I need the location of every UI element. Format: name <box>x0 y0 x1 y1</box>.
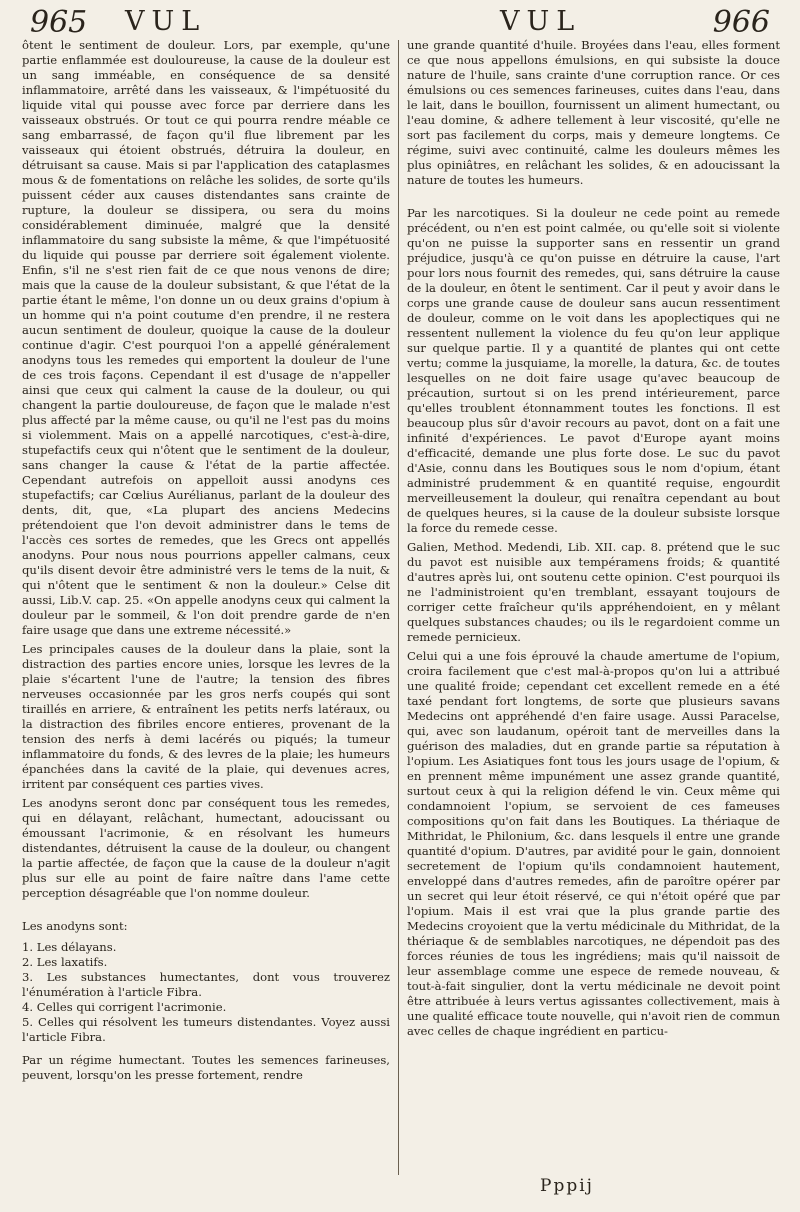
list-item: 4. Celles qui corrigent l'acrimonie. <box>22 1000 227 1014</box>
left-column <box>22 38 390 1087</box>
right-page-number: 966 <box>712 5 770 40</box>
anodyns-list-title: Les anodyns sont: <box>22 919 128 933</box>
list-item: 2. Les laxatifs. <box>22 955 108 969</box>
left-paragraph-4: Par un régime humectant. Toutes les semences farineuses, peuvent, lorsqu'on les presse fortement, rendre <box>22 1053 390 1082</box>
signature-mark: Pppij <box>540 1176 594 1196</box>
list-item: 5. Celles qui résolvent les tumeurs distendantes. Voyez aussi l'article Fibra. <box>22 1015 390 1044</box>
left-paragraph-2: Les principales causes de la douleur dans la plaie, sont la distraction des parties encore unies, lorsque les levres de la plaie s'écartent l'une de l'autre; la tension des fibres nerveuses occasionnée par les gros nerfs coupés qui sont tiraillés en arriere, & entraînent les petits nerfs latéraux, ou la distraction des fibriles encore entieres, provenant de la tension des nerfs à demi lacérés ou piqués; la tumeur inflammatoire du fonds, & des levres de la plaie; les humeurs épanchées dans la cavité de la plaie, qui devenues acres, irritent par conséquent ces parties vives. <box>22 642 390 791</box>
right-paragraph-3: Galien, Method. Medendi, Lib. XII. cap. 8. prétend que le suc du pavot est nuisible aux tempéramens froids; & quantité d'autres après lui, ont soutenu cette opinion. C'est pourquoi ils ne l'administroient qu'en tremblant, essayant toujours de corriger cette fraîcheur qu'ils appréhendoient, en y mêlant quelques substances chaudes; ou ils le regardoient comme un remede pernicieux. <box>407 540 780 644</box>
right-paragraph-2: Par les narcotiques. Si la douleur ne cede point au remede précédent, ou n'en est point calmée, ou qu'elle soit si violente qu'on ne puisse la supporter sans en ressentir un grand préjudice, jusqu'à ce qu'on puisse en détruire la cause, l'art pour lors nous fournit des remedes, qui, sans détruire la cause de la douleur, en ôtent le sentiment. Car il peut y avoir dans le corps une grande cause de douleur sans aucun ressentiment de douleur, comme on le voit dans les apoplectiques qui ne ressentent nullement la violence du feu qu'on leur applique sur quelque partie. Il y a quantité de plantes qui ont cette vertu; comme la jusquiame, la morelle, la datura, &c. de toutes lesquelles on ne doit faire usage qu'avec beaucoup de précaution, surtout si on les prend intérieurement, parce qu'elles troublent étonnamment toutes les fonctions. Il est beaucoup plus sûr d'avoir recours au pavot, dont on a fait une infinité d'expériences. Le pavot d'Europe ayant moins d'efficacité, demande une plus forte dose. Le suc du pavot d'Asie, connu dans les Boutiques sous le nom d'opium, étant administré prudemment & en quantité requise, engourdit merveilleusement la douleur, qui renaîtra cependant au bout de quelques heures, si la cause de la douleur subsiste lorsque la force du remede cesse. <box>407 206 780 535</box>
left-paragraph-1: ôtent le sentiment de douleur. Lors, par exemple, qu'une partie enflammée est douloureuse, la cause de la douleur est un sang imméable, en conséquence de sa densité inflammatoire, arrêté dans les vaisseaux, & l'impétuosité du liquide vital qui pousse avec force par derriere dans les vaisseaux obstrués. Or tout ce qui pourra rendre méable ce sang embarrassé, de façon qu'il flue librement par les vaisseaux qui étoient obstrués, détruira la douleur, en détruisant sa cause. Mais si par l'application des cataplasmes mous & de fomentations on relâche les solides, de sorte qu'ils puissent céder aux causes distendantes sans crainte de rupture, la douleur se dissipera, ou sera du moins considérablement diminuée, malgré que la densité inflammatoire du sang subsiste la même, & que l'impétuosité du liquide qui pousse par derriere soit également violente. Enfin, s'il ne s'est rien fait de ce que nous venons de dire; mais que la cause de la douleur subsistant, & que l'état de la partie étant le même, l'on donne un ou deux grains d'opium à un homme qui n'a point coutume d'en prendre, il ne restera aucun sentiment de douleur, quoique la cause de la douleur continue d'agir. C'est pourquoi l'on a appellé généralement anodyns tous les remedes qui emportent la douleur de l'une de ces trois façons. Cependant il est d'usage de n'appeller ainsi que ceux qui calment la cause de la douleur, ou qui changent la partie douloureuse, de façon que le malade n'est plus affecté par la même cause, ou qu'il ne l'est pas du moins si violemment. Mais on a appellé narcotiques, c'est-à-dire, stupefactifs ceux qui n'ôtent que le sentiment de la douleur, sans changer la cause & l'état de la partie affectée. Cependant autrefois on appelloit aussi anodyns ces stupefactifs; car Cœlius Aurélianus, parlant de la douleur des dents, dit, que, «La plupart des anciens Medecins prétendoient que l'on devoit administrer dans le tems de l'accès ces sortes de remedes, que les Grecs ont appellés anodyns. Pour nous nous pourrions appeller calmans, ceux qu'ils disent devoir être administré vers le tems de la nuit, & qui n'ôtent que le sentiment & non la douleur.» Celse dit aussi, Lib.V. cap. 25. «On appelle anodyns ceux qui calment la douleur par le sommeil, & l'on doit prendre garde de n'en faire usage que dans une extreme nécessité.» <box>22 38 390 637</box>
left-paragraph-3: Les anodyns seront donc par conséquent tous les remedes, qui en délayant, relâchant, humectant, adoucissant ou émoussant l'acrimonie, & en résolvant les humeurs distendantes, détruisent la cause de la douleur, ou changent la partie affectée, de façon que la cause de la douleur n'agit plus sur elle au point de faire naître dans l'ame cette perception désagréable que l'on nomme douleur. <box>22 796 390 900</box>
column-divider <box>398 40 399 1175</box>
right-column <box>407 38 780 1043</box>
list-item: 3. Les substances humectantes, dont vous trouverez l'énumération à l'article Fibra. <box>22 970 390 999</box>
anodyns-list <box>22 940 390 1045</box>
right-running-head: VUL <box>500 6 582 37</box>
right-paragraph-1: une grande quantité d'huile. Broyées dans l'eau, elles forment ce que nous appellons émulsions, en qui subsiste la douce nature de l'huile, sans crainte d'une corruption rance. Or ces émulsions ou ces semences farineuses, cuites dans l'eau, dans le lait, dans le bouillon, fournissent un aliment humectant, ou l'eau domine, & adhere tellement à leur viscosité, qu'elle ne sort pas facilement du corps, mais y demeure longtems. Ce régime, suivi avec continuité, calme les douleurs mêmes les plus opiniâtres, en relâchant les solides, & en adoucissant la nature de toutes les humeurs. <box>407 38 780 187</box>
left-running-head: VUL <box>125 6 207 37</box>
right-paragraph-4: Celui qui a une fois éprouvé la chaude amertume de l'opium, croira facilement que c'est mal-à-propos qu'on lui a attribué une qualité froide; cependant cet excellent remede en a été taxé pendant fort longtems, de sorte que plusieurs savans Medecins ont appréhendé d'en faire usage. Aussi Paracelse, qui, avec son laudanum, opéroit tant de merveilles dans la guérison des maladies, dut en grande partie sa réputation à l'opium. Les Asiatiques font tous les jours usage de l'opium, & en prennent même impunément une assez grande quantité, surtout ceux à qui la religion défend le vin. Ceux même qui condamnoient l'opium, se servoient de ces fameuses compositions qu'on fait dans les Boutiques. La thériaque de Mithridat, le Philonium, &c. dans lesquels il entre une grande quantité d'opium. D'autres, par avidité pour le gain, donnoient secretement de l'opium qu'ils condamnoient hautement, enveloppé dans d'autres remedes, afin de paroître opérer par un secret qui leur étoit réservé, ce qui n'étoit opéré que par l'opium. Mais il est vrai que la plus grande partie des Medecins croyoient que la vertu médicinale du Mithridat, de la thériaque & de semblables narcotiques, ne dépendoit pas des forces réunies de tous les ingrédiens; mais qu'il naissoit de leur assemblage comme une espece de remede nouveau, & tout-à-fait singulier, dont la vertu médicinale ne devoit point être attribuée à leurs vertus agissantes collectivement, mais à une qualité efficace toute nouvelle, qui n'avoit rien de commun avec celles de chaque ingrédient en particu- <box>407 649 780 1038</box>
left-page-number: 965 <box>30 5 88 40</box>
list-item: 1. Les délayans. <box>22 940 117 954</box>
